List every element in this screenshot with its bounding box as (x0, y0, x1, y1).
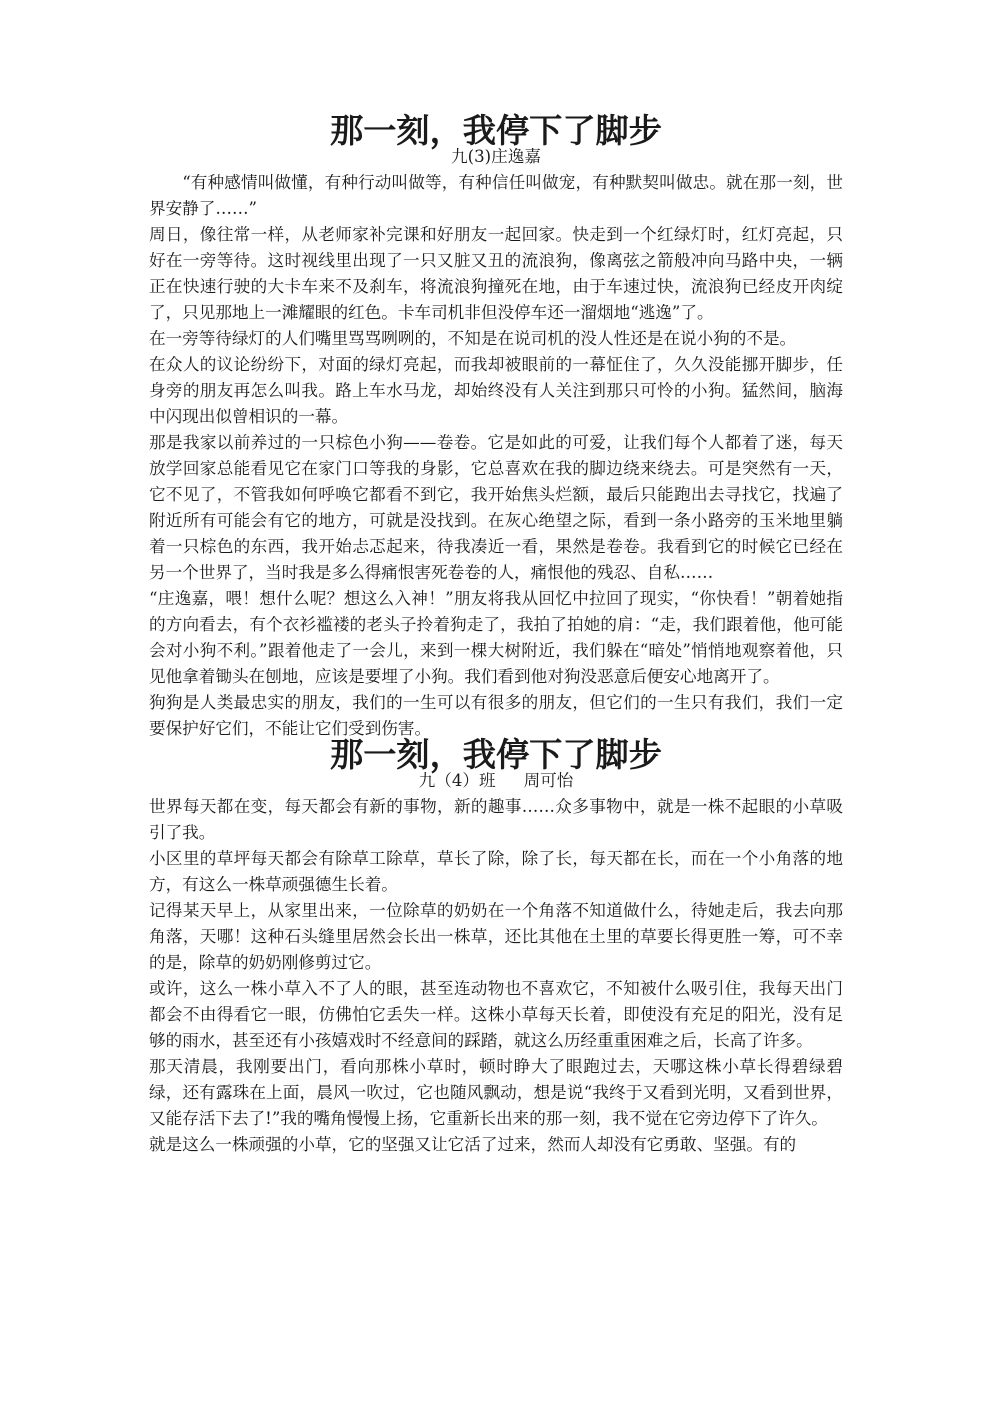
essay1-title: 那一刻，我停下了脚步 (330, 111, 662, 150)
essay1-paragraph: “有种感情叫做懂，有种行动叫做等，有种信任叫做宠，有种默契叫做忠。就在那一刻，世界安静了……” (149, 173, 843, 218)
essay2-author-name: 周可怡 (523, 771, 574, 790)
essay1-paragraph: “庄逸嘉，喂！想什么呢？想这么入神！”朋友将我从回忆中拉回了现实，“你快看！”朝着她指的方向看去，有个衣衫褴褛的老头子拎着狗走了，我拍了拍她的肩：“走，我们跟着他，他可能会对小狗不利。”跟着他走了一会儿，来到一棵大树附近，我们躲在“暗处”悄悄地观察着他，只见他拿着锄头在刨地，应该是要埋了小狗。我们看到他对狗没恶意后便安心地离开了。 (149, 589, 843, 686)
essay2-paragraph: 那天清晨，我刚要出门，看向那株小草时，顿时睁大了眼跑过去，天哪这株小草长得碧绿碧绿，还有露珠在上面，晨风一吹过，它也随风飘动，想是说“我终于又看到光明，又看到世界，又能存活下去了!”我的嘴角慢慢上扬，它重新长出来的那一刻，我不觉在它旁边停下了许久。 (149, 1057, 843, 1128)
essay1-author: 九(3)庄逸嘉 (451, 147, 541, 166)
essay1-paragraph: 周日，像往常一样，从老师家补完课和好朋友一起回家。快走到一个红绿灯时，红灯亮起，只好在一旁等待。这时视线里出现了一只又脏又丑的流浪狗，像离弦之箭般冲向马路中央，一辆正在快速行驶的大卡车来不及刹车，将流浪狗撞死在地，由于车速过快，流浪狗已经皮开肉绽了，只见那地上一滩耀眼的红色。卡车司机非但没停车还一溜烟地“逃逸”了。 (149, 225, 843, 322)
essay2-paragraph: 就是这么一株顽强的小草，它的坚强又让它活了过来，然而人却没有它勇敢、坚强。有的 (149, 1135, 797, 1154)
essay2-paragraph: 记得某天早上，从家里出来，一位除草的奶奶在一个角落不知道做什么，待她走后，我去向那角落，天哪！这种石头缝里居然会长出一株草，还比其他在土里的草要长得更胜一筹，可不幸的是，除草的奶奶刚修剪过它。 (149, 901, 843, 972)
essay2-author-class: 九（4）班 (418, 771, 496, 790)
essay1-paragraph: 在众人的议论纷纷下，对面的绿灯亮起，而我却被眼前的一幕怔住了，久久没能挪开脚步，任身旁的朋友再怎么叫我。路上车水马龙，却始终没有人关注到那只可怜的小狗。猛然间，脑海中闪现出似曾相识的一幕。 (149, 355, 843, 426)
essay1-paragraph: 狗狗是人类最忠实的朋友，我们的一生可以有很多的朋友，但它们的一生只有我们，我们一定要保护好它们，不能让它们受到伤害。 (149, 693, 843, 738)
essay2-paragraph: 世界每天都在变，每天都会有新的事物，新的趣事……众多事物中，就是一株不起眼的小草吸引了我。 (149, 797, 843, 842)
essay1-paragraph: 那是我家以前养过的一只棕色小狗——卷卷。它是如此的可爱，让我们每个人都着了迷，每天放学回家总能看见它在家门口等我的身影，它总喜欢在我的脚边绕来绕去。可是突然有一天，它不见了，不管我如何呼唤它都看不到它，我开始焦头烂额，最后只能跑出去寻找它，找遍了附近所有可能会有它的地方，可就是没找到。在灰心绝望之际，看到一条小路旁的玉米地里躺着一只棕色的东西，我开始忐忑起来，待我凑近一看，果然是卷卷。我看到它的时候它已经在另一个世界了，当时我是多么得痛恨害死卷卷的人，痛恨他的残忍、自私…… (149, 433, 843, 582)
essay2-paragraph: 小区里的草坪每天都会有除草工除草，草长了除，除了长，每天都在长，而在一个小角落的地方，有这么一株草顽强德生长着。 (149, 849, 843, 894)
essay2-author (149, 768, 843, 794)
essay2-title: 那一刻，我停下了脚步 (330, 735, 662, 774)
essay2-paragraph: 或许，这么一株小草入不了人的眼，甚至连动物也不喜欢它，不知被什么吸引住，我每天出门都会不由得看它一眼，仿佛怕它丢失一样。这株小草每天长着，即使没有充足的阳光，没有足够的雨水，甚至还有小孩嬉戏时不经意间的踩踏，就这么历经重重困难之后，长高了许多。 (149, 979, 843, 1050)
document-page (149, 111, 843, 1158)
essay1-paragraph: 在一旁等待绿灯的人们嘴里骂骂咧咧的，不知是在说司机的没人性还是在说小狗的不是。 (149, 329, 797, 348)
